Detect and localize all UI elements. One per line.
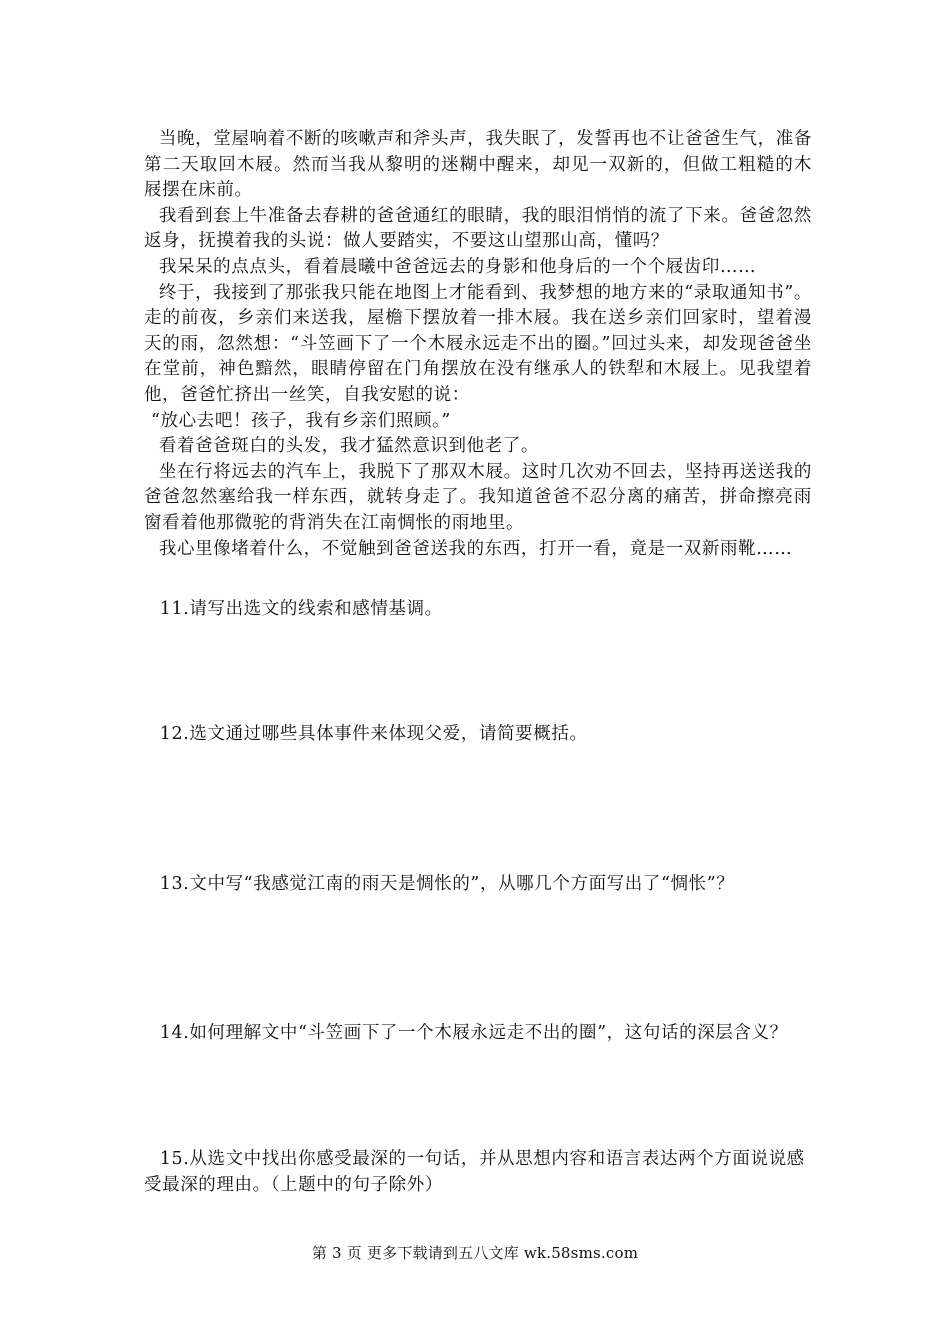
- question-12: 12.选文通过哪些具体事件来体现父爱，请简要概括。: [159, 724, 588, 744]
- question-11: 11.请写出选文的线索和感情基调。: [159, 599, 443, 619]
- passage-paragraph-6: 看着爸爸斑白的头发，我才猛然意识到他老了。: [158, 436, 539, 457]
- passage-paragraph-2: 我看到套上牛准备去春耕的爸爸通红的眼睛，我的眼泪悄悄的流了下来。爸爸忽然返身，抚摸着我的头说：做人要踏实，不要这山望那山高，懂吗？: [144, 205, 812, 252]
- passage-paragraph-5: “放心去吧！孩子，我有乡亲们照顾。”: [151, 410, 451, 431]
- passage-paragraph-8: 我心里像堵着什么，不觉触到爸爸送我的东西，打开一看，竟是一双新雨靴……: [158, 538, 793, 559]
- passage-paragraph-3: 我呆呆的点点头，看着晨曦中爸爸远去的身影和他身后的一个个屐齿印……: [158, 256, 757, 277]
- question-13: 13.文中写“我感觉江南的雨天是惆怅的”，从哪几个方面写出了“惆怅”？: [159, 874, 735, 894]
- reading-passage: [144, 127, 812, 562]
- question-15: 15.从选文中找出你感受最深的一句话，并从思想内容和语言表达两个方面说说感受最深的理由。（上题中的句子除外）: [144, 1149, 805, 1195]
- passage-paragraph-7: 坐在行将远去的汽车上，我脱下了那双木屐。这时几次劝不回去，坚持再送送我的爸爸忽然塞给我一样东西，就转身走了。我知道爸爸不忍分离的痛苦，拼命擦亮雨窗看着他那微驼的背消失在江南惆怅的雨地里。: [144, 461, 812, 533]
- passage-paragraph-4: 终于，我接到了那张我只能在地图上才能看到、我梦想的地方来的“录取通知书”。走的前夜，乡亲们来送我，屋檐下摆放着一排木屐。我在送乡亲们回家时，望着漫天的雨，忽然想：“斗笠画下了一个木屐永远走不出的圈。”回过头来，却发现爸爸坐在堂前，神色黯然，眼睛停留在门角摆放在没有继承人的铁犁和木屐上。见我望着他，爸爸忙挤出一丝笑，自我安慰的说：: [144, 282, 812, 405]
- page-footer: 第 3 页 更多下载请到五八文库 wk.58sms.com: [311, 1244, 639, 1262]
- question-14: 14.如何理解文中“斗笠画下了一个木屐永远走不出的圈”，这句话的深层含义？: [159, 1023, 788, 1043]
- passage-paragraph-1: 当晚，堂屋响着不断的咳嗽声和斧头声，我失眠了，发誓再也不让爸爸生气，准备第二天取回木屐。然而当我从黎明的迷糊中醒来，却见一双新的，但做工粗糙的木屐摆在床前。: [144, 129, 812, 201]
